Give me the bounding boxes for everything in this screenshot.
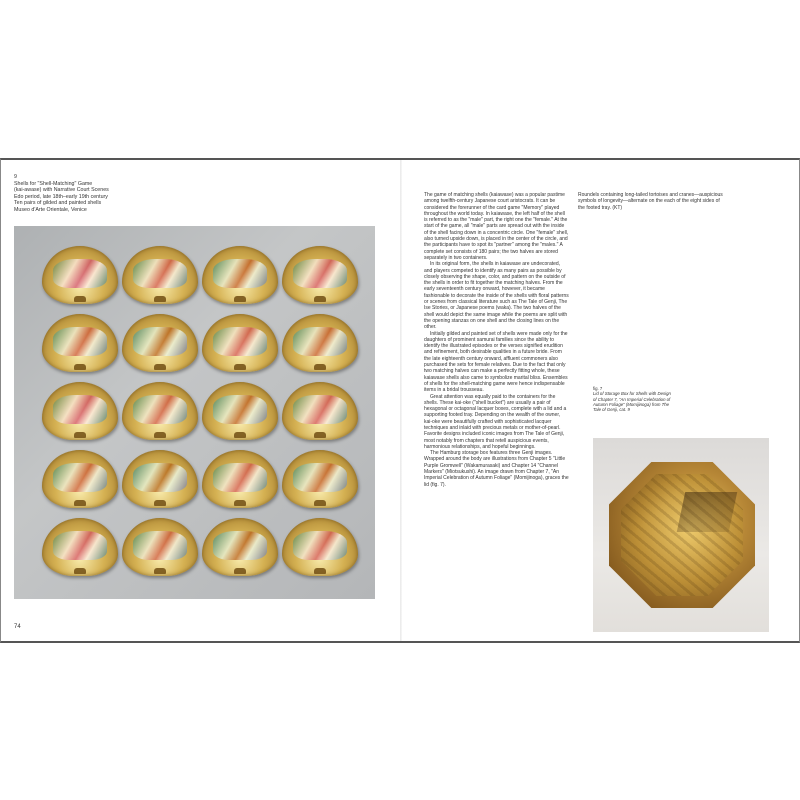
body-paragraph: Initially gilded and painted set of shells were made only for the daughters of prominent samurai families since the ability to identify the illustrated episodes or the verses signified erudition and refinement, both desirable qualities in a future bride. From the late eighteenth century onward, affluent commoners also purchased the sets for female relatives. Due to the fact that only two matching halves can make a perfectly fitting whole, these kaiawase shells also came to symbolize marital bliss. Ensembles of shells for the shell-matching game were hence indispensable items in a bridal trousseau. [424, 330, 568, 394]
page-number: 74 [14, 624, 21, 630]
court-scene-painting [133, 259, 188, 288]
painted-shell [42, 450, 118, 508]
court-scene-painting [53, 463, 108, 492]
shell-hinge [154, 432, 166, 438]
painted-shell [202, 246, 278, 304]
body-text-column-1 [424, 192, 569, 488]
painted-shell [202, 382, 278, 440]
court-scene-painting [213, 463, 268, 492]
figure-caption [593, 386, 673, 412]
court-scene-painting [213, 327, 268, 356]
shell-hinge [74, 500, 86, 506]
court-scene-painting [133, 395, 188, 424]
painted-shell [42, 518, 118, 576]
shell-hinge [74, 568, 86, 574]
shell-hinge [234, 296, 246, 302]
painted-shell [42, 382, 118, 440]
painted-shell [282, 382, 358, 440]
body-paragraph: The game of matching shells (kaiawase) was a popular pastime among twelfth-century Japanese court aristocrats. It can be considered the forerunner of the card game "Memory" played throughout the world today. In kaiawase, the left half of the shell is referred to as the "male" part, the right one the "female." At the start of the game, all "male" parts are spread out with the inside of the shell facing down in a concentric circle. One "female" shell, also turned upside down, is placed in the center of the circle, and the participants have to spot its "partner" among the "males." A complete set consists of 180 pairs; the two halves are stored separately in two containers. [424, 192, 569, 261]
painted-shell [282, 518, 358, 576]
painted-shell [282, 314, 358, 372]
painted-shell [122, 450, 198, 508]
court-scene-painting [53, 259, 108, 288]
shell-hinge [314, 500, 326, 506]
caption-title: Shells for "Shell-Matching" Game [14, 180, 93, 187]
shell-hinge [314, 568, 326, 574]
court-scene-painting [53, 395, 108, 424]
painted-shell [122, 518, 198, 576]
caption-period: Edo period, late 18th–early 19th century [14, 193, 108, 200]
caption-collection: Museo d'Arte Orientale, Venice [14, 206, 87, 213]
painted-shell [122, 382, 198, 440]
body-paragraph: In its original form, the shells in kaiawase are undecorated, and players competed to identify as many pairs as possible by closely observing the shape, color, and pattern on the outside of the shells in order to fit together the matching halves. From the early seventeenth century onward, however, it became fashionable to decorate the inside of the shells with floral patterns or scenes from classical literature such as The Tale of Genji, The Ise Stories, or Japanese poems (waka). The two halves of the shell would depict the same image while the poems are split with the opening stanzas on one shell and the closing lines on the other. [424, 261, 569, 331]
shell-hinge [234, 568, 246, 574]
shell-hinge [74, 432, 86, 438]
caption-description: Ten pairs of gilded and painted shells [14, 200, 102, 207]
figure-number: fig. 7 [593, 386, 603, 391]
shell-hinge [154, 500, 166, 506]
court-scene-painting [53, 531, 108, 560]
storage-box-photograph [593, 438, 769, 632]
shell-hinge [234, 364, 246, 370]
figure-caption-text: Lid of Storage Box for Shells with Design of Chapter 7, "An Imperial Celebration of Autumn Foliage" (Momijinoga) from The Tale of Genji, cat. 9 [593, 391, 671, 413]
court-scene-painting [213, 259, 268, 288]
court-scene-painting [133, 463, 188, 492]
court-scene-painting [293, 259, 348, 288]
painted-shell [42, 314, 118, 372]
plate-caption [14, 174, 154, 214]
court-scene-painting [293, 327, 348, 356]
body-paragraph: The Hamburg storage box features three Genji images. Wrapped around the body are illustrations from Chapter 5 "Little Purple Gromwell" (Wakamurasaki) and Chapter 14 "Channel Markers" (Miotsukushi). An image drawn from Chapter 7, "An Imperial Celebration of Autumn Foliage" (Momijinoga), graces the lid (fig. 7). [424, 450, 569, 488]
painted-shell [202, 314, 278, 372]
book-spread [0, 158, 800, 643]
court-scene-painting [133, 327, 188, 356]
court-scene-painting [293, 395, 348, 424]
shell-hinge [234, 500, 246, 506]
shell-hinge [74, 296, 86, 302]
shell-hinge [314, 296, 326, 302]
body-paragraph: Great attention was equally paid to the containers for the shells. These kai-oke ("shell bucket") are usually a pair of hexagonal or octagonal lacquer boxes, complete with a lid and a supporting footed tray. Depending on the wealth of the owner, kai-oke were beautifully crafted with sophisticated lacquer techniques and inlaid with precious metals or mother-of-pearl. Favorite designs included iconic images from The Tale of Genji, most notably from chapters that retell auspicious events, harmonious relationships, and hopeful beginnings. [424, 393, 567, 450]
shell-hinge [314, 364, 326, 370]
shells-photograph [14, 226, 375, 599]
court-scene-painting [293, 463, 348, 492]
body-paragraph: Roundels containing long-tailed tortoises and cranes—auspicious symbols of longevity—alternate on the each of the eight sides of the footed tray. (KT) [578, 192, 723, 211]
shell-hinge [314, 432, 326, 438]
court-scene-painting [213, 531, 268, 560]
painted-shell [122, 314, 198, 372]
court-scene-painting [133, 531, 188, 560]
court-scene-painting [53, 327, 108, 356]
lid-decoration [677, 492, 738, 532]
shell-hinge [234, 432, 246, 438]
shell-hinge [154, 568, 166, 574]
caption-subtitle: (kai-awase) with Narrative Court Scenes [14, 187, 109, 194]
shell-hinge [74, 364, 86, 370]
shell-hinge [154, 296, 166, 302]
page-gutter [400, 160, 402, 641]
court-scene-painting [213, 395, 268, 424]
painted-shell [282, 450, 358, 508]
catalog-number: 9 [14, 174, 17, 180]
painted-shell [122, 246, 198, 304]
shell-hinge [154, 364, 166, 370]
court-scene-painting [293, 531, 348, 560]
painted-shell [202, 518, 278, 576]
painted-shell [202, 450, 278, 508]
painted-shell [42, 246, 118, 304]
painted-shell [282, 246, 358, 304]
body-text-column-2 [578, 192, 728, 211]
